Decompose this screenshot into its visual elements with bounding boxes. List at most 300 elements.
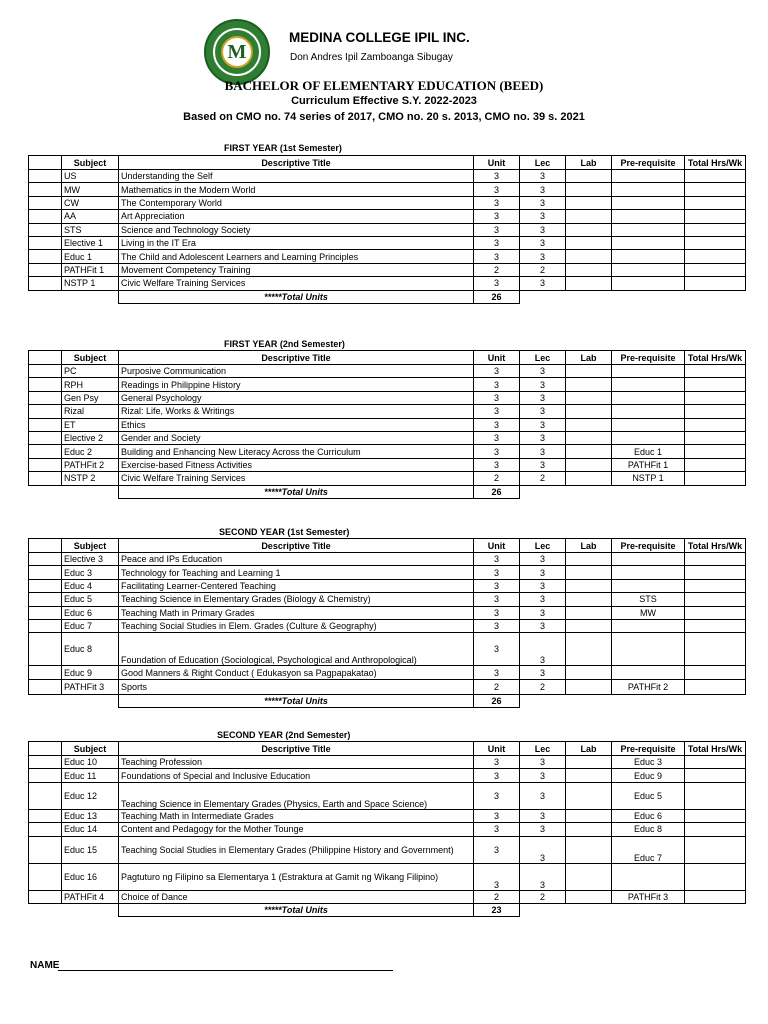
hrs-value [685, 606, 746, 619]
subject-title: Teaching Math in Intermediate Grades [119, 809, 474, 822]
unit-value: 3 [474, 633, 520, 666]
subject-title: Living in the IT Era [119, 236, 474, 249]
subject-title: Foundation of Education (Sociological, Psychological and Anthropological) [119, 633, 474, 666]
subject-code: Educ 10 [62, 756, 119, 769]
total-row [29, 485, 746, 498]
logo-ring [213, 28, 261, 76]
total-units: 26 [474, 290, 520, 303]
prereq-value [612, 391, 685, 404]
col-subject: Subject [62, 156, 119, 170]
hrs-value [685, 250, 746, 263]
table-row [29, 391, 746, 404]
subject-title: Sports [119, 679, 474, 694]
hrs-value [685, 566, 746, 579]
subject-title: Peace and IPs Education [119, 553, 474, 566]
lec-value: 3 [520, 445, 566, 458]
table-row [29, 606, 746, 619]
lec-value: 3 [520, 593, 566, 606]
lab-value [566, 196, 612, 209]
lec-value: 2 [520, 263, 566, 276]
blank-cell [29, 539, 62, 553]
semester-title: SECOND YEAR (1st Semester) [219, 527, 350, 537]
subject-code: Elective 1 [62, 236, 119, 249]
unit-value: 2 [474, 890, 520, 903]
hrs-value [685, 756, 746, 769]
subject-title: Rizal: Life, Works & Writings [119, 405, 474, 418]
table-row [29, 445, 746, 458]
subject-code: PC [62, 365, 119, 378]
unit-value: 2 [474, 679, 520, 694]
prereq-value [612, 553, 685, 566]
col-lab: Lab [566, 156, 612, 170]
unit-value: 3 [474, 418, 520, 431]
subject-title: Teaching Social Studies in Elementary Grades (Philippine History and Government) [119, 836, 474, 863]
subject-code: PATHFit 4 [62, 890, 119, 903]
prereq-value [612, 236, 685, 249]
col-lec: Lec [520, 742, 566, 756]
lec-value: 3 [520, 823, 566, 836]
subject-code: US [62, 170, 119, 183]
table-row [29, 863, 746, 890]
subject-code: Educ 4 [62, 579, 119, 592]
table-row [29, 210, 746, 223]
subject-code: Educ 12 [62, 782, 119, 809]
hrs-value [685, 863, 746, 890]
total-row [29, 694, 746, 707]
lab-value [566, 458, 612, 471]
hrs-value [685, 782, 746, 809]
subject-code: Educ 7 [62, 619, 119, 632]
lab-value [566, 263, 612, 276]
total-label: *****Total Units [119, 694, 474, 707]
hrs-value [685, 593, 746, 606]
prereq-value [612, 633, 685, 666]
col-lec: Lec [520, 539, 566, 553]
prereq-value [612, 378, 685, 391]
lec-value: 3 [520, 809, 566, 822]
prereq-value: STS [612, 593, 685, 606]
prereq-value: NSTP 1 [612, 472, 685, 485]
subject-code: Educ 3 [62, 566, 119, 579]
lab-value [566, 666, 612, 679]
subject-code: Educ 15 [62, 836, 119, 863]
hrs-value [685, 579, 746, 592]
table-row [29, 553, 746, 566]
unit-value: 3 [474, 566, 520, 579]
subject-code: AA [62, 210, 119, 223]
subject-title: Foundations of Special and Inclusive Education [119, 769, 474, 782]
table-row [29, 566, 746, 579]
table-row [29, 679, 746, 694]
lec-value: 3 [520, 210, 566, 223]
table-row [29, 378, 746, 391]
unit-value: 2 [474, 472, 520, 485]
unit-value: 3 [474, 553, 520, 566]
curriculum-table [28, 350, 746, 499]
total-units: 23 [474, 903, 520, 916]
hrs-value [685, 769, 746, 782]
col-prereq: Pre-requisite [612, 742, 685, 756]
prereq-value [612, 405, 685, 418]
unit-value: 3 [474, 823, 520, 836]
table-header [29, 156, 746, 170]
lab-value [566, 633, 612, 666]
lec-value: 3 [520, 277, 566, 290]
lec-value: 3 [520, 391, 566, 404]
lab-value [566, 250, 612, 263]
lab-value [566, 863, 612, 890]
lec-value: 3 [520, 223, 566, 236]
subject-title: Movement Competency Training [119, 263, 474, 276]
col-prereq: Pre-requisite [612, 539, 685, 553]
subject-code: Educ 2 [62, 445, 119, 458]
hrs-value [685, 890, 746, 903]
lab-value [566, 405, 612, 418]
subject-code: Educ 13 [62, 809, 119, 822]
col-hrs: Total Hrs/Wk [685, 742, 746, 756]
unit-value: 3 [474, 378, 520, 391]
table-row [29, 579, 746, 592]
curriculum-table [28, 155, 746, 304]
lec-value: 3 [520, 579, 566, 592]
subject-code: Elective 3 [62, 553, 119, 566]
hrs-value [685, 405, 746, 418]
lab-value [566, 431, 612, 444]
total-units: 26 [474, 694, 520, 707]
col-title: Descriptive Title [119, 539, 474, 553]
lec-value: 3 [520, 365, 566, 378]
total-label: *****Total Units [119, 903, 474, 916]
lab-value [566, 823, 612, 836]
subject-title: Exercise-based Fitness Activities [119, 458, 474, 471]
col-lab: Lab [566, 742, 612, 756]
hrs-value [685, 223, 746, 236]
col-hrs: Total Hrs/Wk [685, 351, 746, 365]
table-header [29, 742, 746, 756]
prereq-value [612, 210, 685, 223]
table-row [29, 809, 746, 822]
program-title: BACHELOR OF ELEMENTARY EDUCATION (BEED) [224, 78, 544, 93]
subject-code: Educ 11 [62, 769, 119, 782]
subject-title: Readings in Philippine History [119, 378, 474, 391]
col-unit: Unit [474, 351, 520, 365]
prereq-value: PATHFit 1 [612, 458, 685, 471]
lec-value: 3 [520, 170, 566, 183]
unit-value: 3 [474, 756, 520, 769]
lab-value [566, 365, 612, 378]
lab-value [566, 890, 612, 903]
col-title: Descriptive Title [119, 742, 474, 756]
subject-title: Teaching Math in Primary Grades [119, 606, 474, 619]
col-lec: Lec [520, 351, 566, 365]
unit-value: 3 [474, 405, 520, 418]
name-field-line[interactable] [58, 970, 393, 971]
col-lec: Lec [520, 156, 566, 170]
subject-code: ET [62, 418, 119, 431]
school-logo [204, 19, 270, 85]
unit-value: 3 [474, 606, 520, 619]
subject-title: Gender and Society [119, 431, 474, 444]
unit-value: 3 [474, 666, 520, 679]
unit-value: 3 [474, 391, 520, 404]
hrs-value [685, 196, 746, 209]
prereq-value [612, 619, 685, 632]
lab-value [566, 756, 612, 769]
unit-value: 3 [474, 250, 520, 263]
prereq-value [612, 418, 685, 431]
subject-title: Purposive Communication [119, 365, 474, 378]
table-row [29, 633, 746, 666]
unit-value: 3 [474, 769, 520, 782]
subject-code: PATHFit 2 [62, 458, 119, 471]
prereq-value [612, 277, 685, 290]
lec-value: 3 [520, 666, 566, 679]
unit-value: 3 [474, 445, 520, 458]
lec-value: 3 [520, 633, 566, 666]
col-unit: Unit [474, 539, 520, 553]
hrs-value [685, 277, 746, 290]
lab-value [566, 809, 612, 822]
hrs-value [685, 809, 746, 822]
lec-value: 2 [520, 472, 566, 485]
unit-value: 3 [474, 210, 520, 223]
subject-title: Facilitating Learner-Centered Teaching [119, 579, 474, 592]
table-row [29, 250, 746, 263]
hrs-value [685, 633, 746, 666]
subject-title: Teaching Social Studies in Elem. Grades (Culture & Geography) [119, 619, 474, 632]
prereq-value: Educ 1 [612, 445, 685, 458]
semester-title: FIRST YEAR (2nd Semester) [224, 339, 345, 349]
table-row [29, 431, 746, 444]
prereq-value: Educ 3 [612, 756, 685, 769]
subject-title: Civic Welfare Training Services [119, 277, 474, 290]
subject-code: Educ 9 [62, 666, 119, 679]
unit-value: 3 [474, 170, 520, 183]
unit-value: 3 [474, 365, 520, 378]
subject-title: Civic Welfare Training Services [119, 472, 474, 485]
lab-value [566, 445, 612, 458]
table-row [29, 666, 746, 679]
hrs-value [685, 431, 746, 444]
hrs-value [685, 183, 746, 196]
lab-value [566, 566, 612, 579]
lab-value [566, 223, 612, 236]
lab-value [566, 782, 612, 809]
hrs-value [685, 378, 746, 391]
subject-code: PATHFit 3 [62, 679, 119, 694]
table-row [29, 756, 746, 769]
table-row [29, 365, 746, 378]
unit-value: 3 [474, 782, 520, 809]
subject-title: Building and Enhancing New Literacy Across the Curriculum [119, 445, 474, 458]
lec-value: 2 [520, 679, 566, 694]
lec-value: 3 [520, 236, 566, 249]
unit-value: 3 [474, 431, 520, 444]
lab-value [566, 606, 612, 619]
curriculum-table [28, 741, 746, 917]
col-lab: Lab [566, 539, 612, 553]
total-units: 26 [474, 485, 520, 498]
unit-value: 3 [474, 183, 520, 196]
lec-value: 3 [520, 782, 566, 809]
hrs-value [685, 445, 746, 458]
subject-code: PATHFit 1 [62, 263, 119, 276]
hrs-value [685, 236, 746, 249]
subject-title: Teaching Profession [119, 756, 474, 769]
hrs-value [685, 263, 746, 276]
lab-value [566, 553, 612, 566]
subject-title: Content and Pedagogy for the Mother Tounge [119, 823, 474, 836]
prereq-value: Educ 6 [612, 809, 685, 822]
table-row [29, 183, 746, 196]
subject-title: Science and Technology Society [119, 223, 474, 236]
lec-value: 3 [520, 756, 566, 769]
blank-cell [29, 742, 62, 756]
lec-value: 3 [520, 418, 566, 431]
hrs-value [685, 666, 746, 679]
lab-value [566, 391, 612, 404]
prereq-value: Educ 8 [612, 823, 685, 836]
table-header [29, 351, 746, 365]
prereq-value [612, 579, 685, 592]
prereq-value [612, 250, 685, 263]
total-row [29, 290, 746, 303]
lec-value: 3 [520, 606, 566, 619]
table-row [29, 769, 746, 782]
subject-code: NSTP 1 [62, 277, 119, 290]
table-row [29, 236, 746, 249]
blank-cell [29, 156, 62, 170]
prereq-value [612, 431, 685, 444]
lec-value: 3 [520, 378, 566, 391]
total-label: *****Total Units [119, 485, 474, 498]
table-row [29, 782, 746, 809]
school-name: MEDINA COLLEGE IPIL INC. [289, 30, 470, 45]
hrs-value [685, 210, 746, 223]
curriculum-basis: Based on CMO no. 74 series of 2017, CMO no. 20 s. 2013, CMO no. 39 s. 2021 [183, 111, 585, 123]
lec-value: 3 [520, 196, 566, 209]
lec-value: 3 [520, 405, 566, 418]
col-subject: Subject [62, 742, 119, 756]
subject-code: Educ 5 [62, 593, 119, 606]
subject-code: CW [62, 196, 119, 209]
table-row [29, 196, 746, 209]
col-subject: Subject [62, 539, 119, 553]
subject-title: Art Appreciation [119, 210, 474, 223]
lab-value [566, 619, 612, 632]
unit-value: 3 [474, 593, 520, 606]
table-row [29, 823, 746, 836]
table-row [29, 263, 746, 276]
prereq-value [612, 566, 685, 579]
hrs-value [685, 170, 746, 183]
subject-title: Technology for Teaching and Learning 1 [119, 566, 474, 579]
total-row [29, 903, 746, 916]
table-row [29, 223, 746, 236]
col-prereq: Pre-requisite [612, 156, 685, 170]
lec-value: 3 [520, 431, 566, 444]
prereq-value [612, 263, 685, 276]
logo-letter: M [221, 36, 253, 68]
hrs-value [685, 836, 746, 863]
subject-title: Teaching Science in Elementary Grades (Physics, Earth and Space Science) [119, 782, 474, 809]
col-hrs: Total Hrs/Wk [685, 539, 746, 553]
lab-value [566, 236, 612, 249]
lab-value [566, 679, 612, 694]
hrs-value [685, 823, 746, 836]
prereq-value: MW [612, 606, 685, 619]
semester-title: FIRST YEAR (1st Semester) [224, 143, 342, 153]
hrs-value [685, 458, 746, 471]
lab-value [566, 593, 612, 606]
prereq-value [612, 365, 685, 378]
unit-value: 3 [474, 458, 520, 471]
unit-value: 3 [474, 223, 520, 236]
subject-code: RPH [62, 378, 119, 391]
unit-value: 3 [474, 619, 520, 632]
hrs-value [685, 679, 746, 694]
subject-title: Understanding the Self [119, 170, 474, 183]
subject-title: Choice of Dance [119, 890, 474, 903]
prereq-value: Educ 5 [612, 782, 685, 809]
prereq-value: Educ 7 [612, 836, 685, 863]
subject-code: Educ 16 [62, 863, 119, 890]
hrs-value [685, 619, 746, 632]
subject-code: STS [62, 223, 119, 236]
prereq-value [612, 196, 685, 209]
curriculum-table [28, 538, 746, 708]
table-row [29, 836, 746, 863]
lab-value [566, 170, 612, 183]
lab-value [566, 579, 612, 592]
semester-title: SECOND YEAR (2nd Semester) [217, 730, 351, 740]
table-row [29, 277, 746, 290]
table-row [29, 405, 746, 418]
subject-code: Educ 6 [62, 606, 119, 619]
table-row [29, 890, 746, 903]
table-header [29, 539, 746, 553]
subject-title: Pagtuturo ng Filipino sa Elementarya 1 (Estraktura at Gamit ng Wikang Filipino) [119, 863, 474, 890]
subject-title: Ethics [119, 418, 474, 431]
unit-value: 3 [474, 836, 520, 863]
lab-value [566, 183, 612, 196]
prereq-value [612, 183, 685, 196]
hrs-value [685, 418, 746, 431]
unit-value: 3 [474, 863, 520, 890]
prereq-value [612, 666, 685, 679]
lec-value: 3 [520, 619, 566, 632]
subject-code: MW [62, 183, 119, 196]
lab-value [566, 277, 612, 290]
prereq-value [612, 170, 685, 183]
table-row [29, 593, 746, 606]
subject-title: Mathematics in the Modern World [119, 183, 474, 196]
subject-title: General Psychology [119, 391, 474, 404]
prereq-value: Educ 9 [612, 769, 685, 782]
lab-value [566, 769, 612, 782]
hrs-value [685, 472, 746, 485]
table-row [29, 170, 746, 183]
subject-code: Rizal [62, 405, 119, 418]
name-label: NAME [30, 960, 60, 971]
col-prereq: Pre-requisite [612, 351, 685, 365]
col-unit: Unit [474, 742, 520, 756]
col-unit: Unit [474, 156, 520, 170]
table-row [29, 458, 746, 471]
lec-value: 3 [520, 458, 566, 471]
subject-title: Good Manners & Right Conduct ( Edukasyon sa Pagpapakatao) [119, 666, 474, 679]
lec-value: 2 [520, 890, 566, 903]
